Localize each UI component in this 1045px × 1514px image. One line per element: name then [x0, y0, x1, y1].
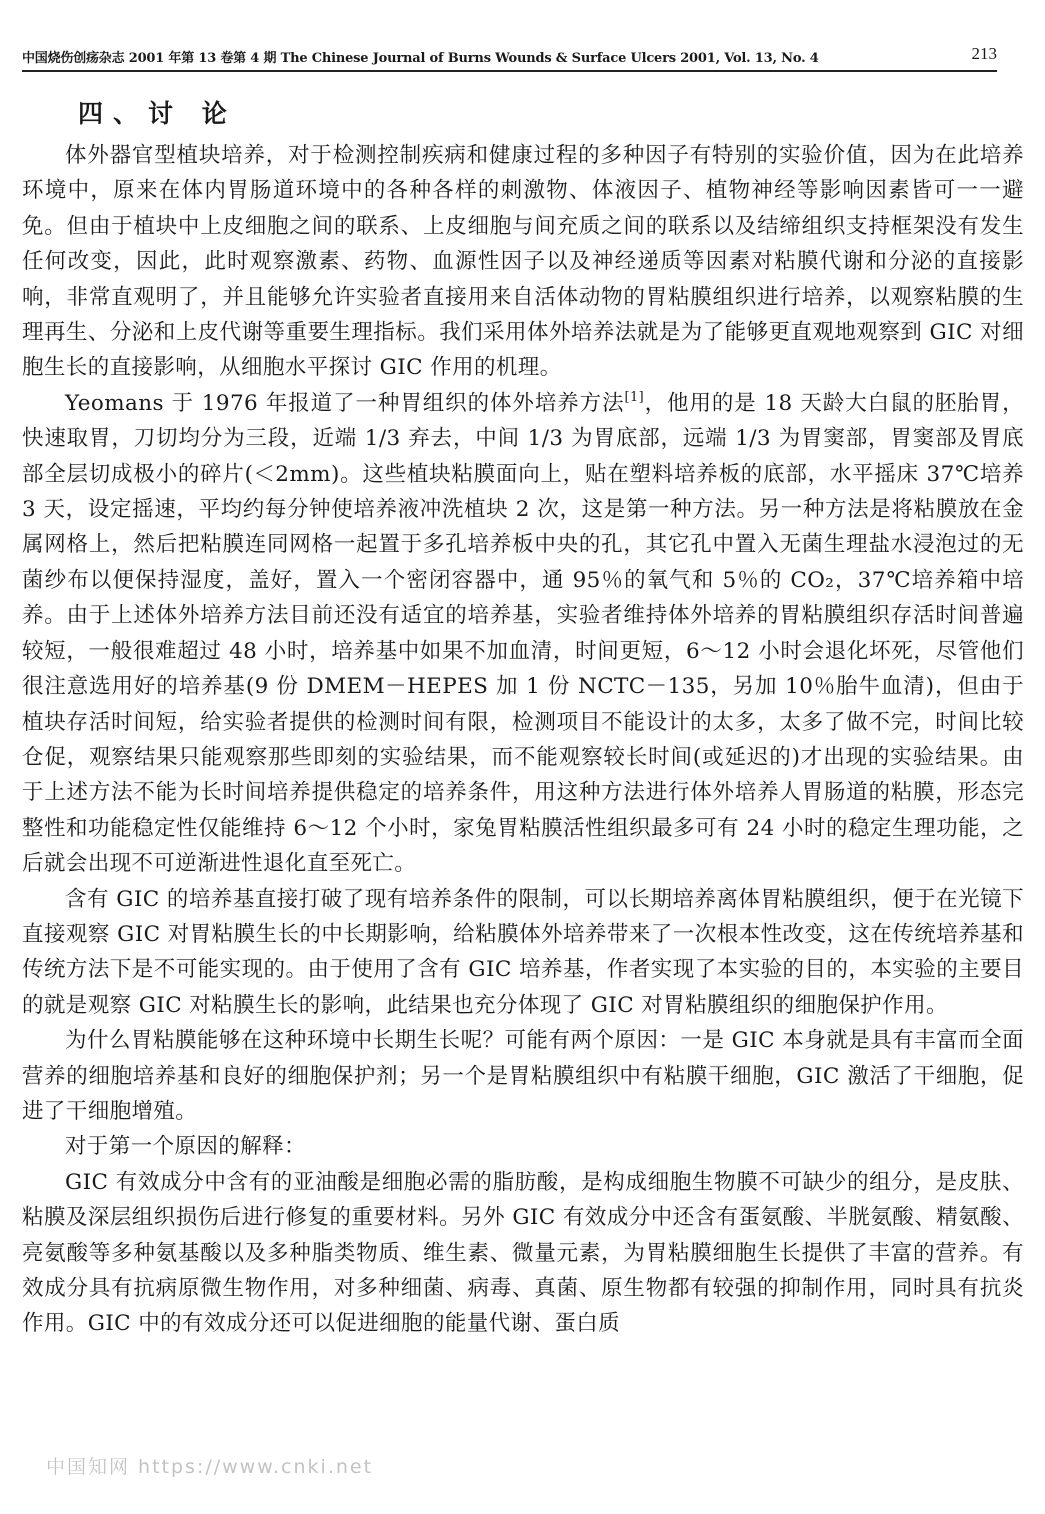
- journal-citation: 中国烧伤创疡杂志 2001 年第 13 卷第 4 期 The Chinese Journal of Burns Wounds & Surface Ulcers 2001, Vol. 13, No. 4: [22, 51, 819, 66]
- paragraph-2-text-before: Yeomans 于 1976 年报道了一种胃组织的体外培养方法: [65, 390, 625, 416]
- paragraph-4: 为什么胃粘膜能够在这种环境中长期生长呢？可能有两个原因：一是 GIC 本身就是具有丰富而全面营养的细胞培养基和良好的细胞保护剂；另一个是胃粘膜组织中有粘膜干细胞，GIC 激活了干细胞，促进了干细胞增殖。: [22, 1028, 1024, 1124]
- page-number: 213: [971, 44, 997, 63]
- section-title: 四、讨 论: [78, 99, 237, 128]
- paragraph-6: GIC 有效成分中含有的亚油酸是细胞必需的脂肪酸，是构成细胞生物膜不可缺少的组分，是皮肤、粘膜及深层组织损伤后进行修复的重要材料。另外 GIC 有效成分中还含有蛋氨酸、半胱氨酸、精氨酸、亮氨酸等多种氨基酸以及多种脂类物质、维生素、微量元素，为胃粘膜细胞生长提供了丰富的营养。有效成分具有抗病原微生物作用，对多种细菌、病毒、真菌、原生物都有较强的抑制作用，同时具有抗炎作用。GIC 中的有效成分还可以促进细胞的能量代谢、蛋白质: [22, 1169, 1024, 1337]
- paragraph-1: 体外器官型植块培养，对于检测控制疾病和健康过程的多种因子有特别的实验价值，因为在此培养环境中，原来在体内胃肠道环境中的各种各样的刺激物、体液因子、植物神经等影响因素皆可一一避免。但由于植块中上皮细胞之间的联系、上皮细胞与间充质之间的联系以及结缔组织支持框架没有发生任何改变，因此，此时观察激素、药物、血源性因子以及神经递质等因素对粘膜代谢和分泌的直接影响，非常直观明了，并且能够允许实验者直接用来自活体动物的胃粘膜组织进行培养，以观察粘膜的生理再生、分泌和上皮代谢等重要生理指标。我们采用体外培养法就是为了能够更直观地观察到 GIC 对细胞生长的直接影响，从细胞水平探讨 GIC 作用的机理。: [22, 143, 1024, 381]
- paragraph-2-text-after: ，他用的是 18 天龄大白鼠的胚胎胃，快速取胃，刀切均分为三段，近端 1/3 弃去，中间 1/3 为胃底部，远端 1/3 为胃窦部，胃窦部及胃底部全层切成极小的碎片(＜2mm)。这些植块粘膜面向上，贴在塑料培养板的底部，水平摇床 37℃培养 3 天，设定摇速，平均约每分钟使培养液冲洗植块 2 次，这是第一种方法。另一种方法是将粘膜放在金属网格上，然后把粘膜连同网格一起置于多孔培养板中央的孔，其它孔中置入无菌生理盐水浸泡过的无菌纱布以便保持湿度，盖好，置入一个密闭容器中，通 95％的氧气和 5％的 CO₂，37℃培养箱中培养。由于上述体外培养方法目前还没有适宜的培养基，实验者维持体外培养的胃粘膜组织存活时间普遍较短，一般很难超过 48 小时，培养基中如果不加血清，时间更短，6～12 小时会退化坏死，尽管他们很注意选用好的培养基(9 份 DMEM－HEPES 加 1 份 NCTC－135，另加 10％胎牛血清)，但由于植块存活时间短，给实验者提供的检测时间有限，检测项目不能设计的太多，太多了做不完，时间比较仓促，观察结果只能观察那些即刻的实验结果，而不能观察较长时间(或延迟的)才出现的实验结果。由于上述方法不能为长时间培养提供稳定的培养条件，用这种方法进行体外培养人胃肠道的粘膜，形态完整性和功能稳定性仅能维持 6～12 个小时，家兔胃粘膜活性组织最多可有 24 小时的稳定生理功能，之后就会出现不可逆渐进性退化直至死亡。: [22, 390, 1024, 877]
- paragraph-5: 对于第一个原因的解释：: [65, 1134, 306, 1160]
- watermark: 中国知网 https://www.cnki.net: [46, 1456, 374, 1478]
- running-header: [22, 42, 997, 72]
- citation-ref[interactable]: [1]: [624, 389, 645, 405]
- paragraph-3: 含有 GIC 的培养基直接打破了现有培养条件的限制，可以长期培养离体胃粘膜组织，便于在光镜下直接观察 GIC 对胃粘膜生长的中长期影响，给粘膜体外培养带来了一次根本性改变，这在传统培养基和传统方法下是不可能实现的。由于使用了含有 GIC 培养基，作者实现了本实验的目的，本实验的主要目的就是观察 GIC 对粘膜生长的影响，此结果也充分体现了 GIC 对胃粘膜组织的细胞保护作用。: [22, 886, 1024, 1018]
- article-body: [22, 138, 1024, 1342]
- paragraph-2: [22, 386, 1024, 882]
